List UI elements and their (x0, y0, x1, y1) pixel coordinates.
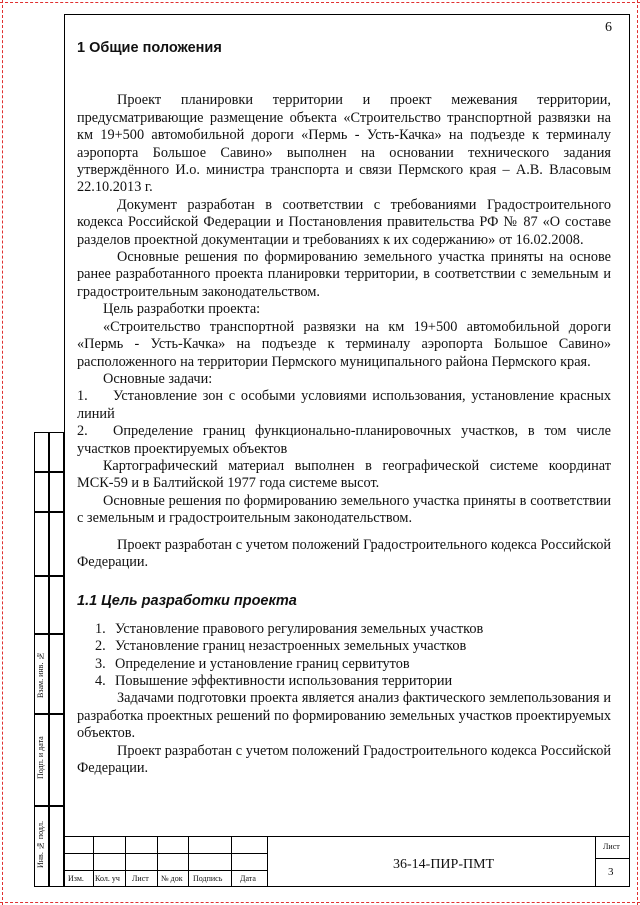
title-block (64, 836, 630, 887)
paragraph: Основные решения по формированию земельного участка приняты на основе ранее разработанного проекта планировки территории, в соответствии с земельным и градостроительным законодательством. (77, 249, 611, 300)
paragraph: Проект планировки территории и проект межевания территории, предусматривающие размещение объекта «Строительство транспортной развязки на км 19+500 автомобильной дороги «Пермь - Усть-Качка» на подъезде к терминалу аэропорта Большое Савино» выполнен на основании технического задания утверждённого И.о. министра транспорта и связи Пермского края – А.В. Власовым 22.10.2013 г. (77, 92, 611, 196)
goals-list (77, 621, 611, 691)
sheet-number: 3 (608, 866, 614, 878)
side-stamp-cell (34, 576, 64, 634)
page-border-top (0, 2, 640, 3)
col-label-sign: Подпись (193, 874, 223, 883)
page-number: 6 (605, 20, 612, 35)
paragraph: Задачами подготовки проекта является анализ фактического землепользования и разработка проектных решений по формированию земельных участков проектируемых объектов. (77, 690, 611, 742)
side-stamp-cell (34, 432, 64, 472)
section-heading: 1 Общие положения (77, 40, 222, 56)
list-item: 3. Определение и установление границ сервитутов (95, 655, 410, 672)
list-item: 2. Определение границ функционально-планировочных участков, в том числе участков проектируемых объектов (77, 423, 611, 457)
col-label-doc: № док (161, 874, 183, 883)
side-stamp-cell (34, 512, 64, 576)
list-item: 2. Установление границ незастроенных земельных участков (95, 638, 467, 655)
paragraph: Основные решения по формированию земельного участка приняты в соответствии с земельным и градостроительным законодательством. (77, 492, 611, 527)
page-border-bottom (0, 902, 640, 903)
side-label-inv-orig: Инв. № подл. (36, 821, 45, 869)
list-item: 4. Повышение эффективности использования территории (95, 673, 453, 689)
paragraph: Проект разработан с учетом положений Градостроительного кодекса Российской Федерации. (77, 536, 611, 570)
sheet-label: Лист (603, 842, 620, 851)
side-label-sign-date: Подп. и дата (36, 736, 45, 780)
col-label-list: Лист (132, 874, 149, 883)
subsection-heading: 1.1 Цель разработки проекта (77, 593, 297, 610)
col-label-izm: Изм. (68, 874, 84, 883)
side-label-replace-inv: Взам. инв. № (36, 651, 45, 699)
list-item: 1. Установление зон с особыми условиями использования, установление красных линий (77, 388, 611, 422)
col-label-kol: Кол. уч (95, 874, 120, 883)
col-label-date: Дата (240, 874, 256, 883)
goal-label: Цель разработки проекта: (103, 301, 261, 318)
goal-text: «Строительство транспортной развязки на км 19+500 автомобильной дороги «Пермь - Усть-Качка» на подъезде к терминалу аэропорта Большое Савино» расположенного на территории Пермского муниципального района Пермского края. (77, 318, 611, 370)
paragraph: Картографический материал выполнен в географической системе координат МСК-59 и в Балтийской 1977 года системе высот. (77, 457, 611, 492)
side-stamp-cell (34, 472, 64, 512)
page-border-right (637, 0, 638, 905)
paragraph: Документ разработан в соответствии с требованиями Градостроительного кодекса Российской Федерации и Постановления правительства РФ № 87 «О составе разделов проектной документации и требованиях к их содержанию» от 16.02.2008. (77, 196, 611, 248)
document-code: 36-14-ПИР-ПМТ (393, 857, 495, 872)
document-body (77, 40, 611, 777)
list-item: 1. Установление правового регулирования земельных участков (95, 620, 484, 637)
paragraph: Проект разработан с учетом положений Градостроительного кодекса Российской Федерации. (77, 742, 611, 777)
tasks-label: Основные задачи: (103, 370, 213, 387)
page-border-left (2, 0, 3, 905)
